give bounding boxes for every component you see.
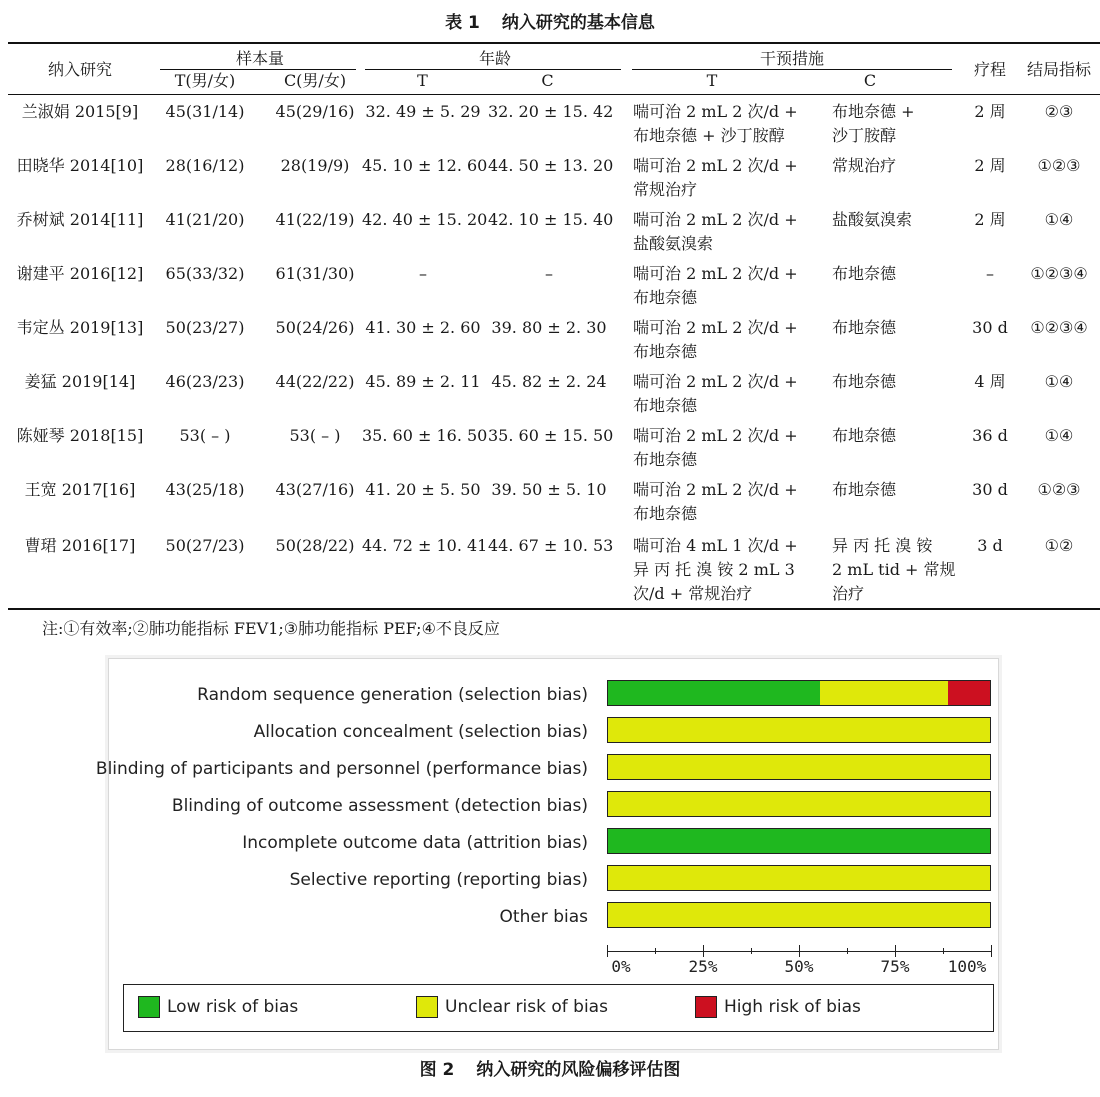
cell-int-c-line: 沙丁胺醇 (832, 126, 897, 145)
x-axis-tick (847, 948, 848, 954)
figure-caption-title: 纳入研究的风险偏移评估图 (476, 1060, 681, 1080)
cell-sample-t: 41(21/20) (165, 210, 245, 229)
cell-age-c: 35. 60 ± 15. 50 (488, 426, 614, 445)
category-label: Allocation concealment (selection bias) (253, 722, 588, 742)
cell-sample-t: 43(25/18) (165, 480, 245, 499)
cell-int-t-line: 喘可治 2 mL 2 次/d + (633, 480, 798, 499)
cell-study: 乔树斌 2014[11] (16, 210, 144, 229)
x-axis-tick (895, 945, 896, 957)
cell-outcome: ①② (1044, 536, 1074, 555)
x-tick-label: 25% (688, 957, 718, 976)
cell-sample-c: 45(29/16) (275, 102, 355, 121)
category-label: Incomplete outcome data (attrition bias) (242, 833, 588, 853)
cell-age-t: 45. 89 ± 2. 11 (365, 372, 481, 391)
cell-course: 30 d (972, 318, 1008, 337)
legend-swatch-low (138, 996, 160, 1018)
cell-int-t-line: 喘可治 2 mL 2 次/d + (633, 372, 798, 391)
x-tick-label: 75% (880, 957, 910, 976)
risk-of-bias-figure (95, 655, 1002, 1053)
cell-outcome: ①④ (1044, 210, 1074, 229)
cell-age-t: 41. 20 ± 5. 50 (365, 480, 481, 499)
cell-study: 姜猛 2019[14] (24, 372, 136, 391)
cell-study: 谢建平 2016[12] (16, 264, 144, 283)
bar-segment-high (948, 681, 990, 705)
cell-int-c-line: 布地奈德 (832, 480, 897, 499)
cell-int-c-line: 常规治疗 (832, 156, 897, 175)
legend-swatch-high (695, 996, 717, 1018)
cell-course: 2 周 (974, 210, 1006, 229)
stacked-bar (607, 865, 991, 891)
cell-age-t: 41. 30 ± 2. 60 (365, 318, 481, 337)
x-axis-tick (607, 945, 608, 957)
cell-int-c-line: 布地奈德 + (832, 102, 915, 121)
cell-sample-t: 45(31/14) (165, 102, 245, 121)
table-caption-number: 表 1 (445, 13, 480, 33)
cell-sample-t: 50(27/23) (165, 536, 245, 555)
category-label: Blinding of outcome assessment (detection bias) (171, 796, 588, 816)
cell-sample-t: 53( – ) (179, 426, 231, 445)
bar-segment-unclear (608, 755, 990, 779)
cell-age-c: 44. 67 ± 10. 53 (488, 536, 614, 555)
cell-int-t-line: 次/d + 常规治疗 (633, 584, 753, 603)
cell-outcome: ①②③④ (1030, 318, 1088, 337)
stacked-bar (607, 791, 991, 817)
x-axis-tick (703, 945, 704, 957)
cell-int-c-line: 布地奈德 (832, 318, 897, 337)
cell-course: 2 周 (974, 156, 1006, 175)
cell-sample-c: 28(19/9) (280, 156, 350, 175)
cell-age-c: 32. 20 ± 15. 42 (488, 102, 614, 121)
category-label: Blinding of participants and personnel (performance bias) (95, 759, 588, 779)
bar-segment-unclear (608, 903, 990, 927)
table-header-rule (8, 94, 1100, 95)
bar-segment-unclear (608, 718, 990, 742)
header-study: 纳入研究 (47, 60, 112, 79)
cell-age-c: 39. 80 ± 2. 30 (491, 318, 607, 337)
stacked-bar (607, 754, 991, 780)
cell-course: – (986, 264, 994, 283)
cell-int-c-line: 盐酸氨溴索 (832, 210, 913, 229)
category-label: Selective reporting (reporting bias) (289, 870, 588, 890)
legend-swatch-unclear (416, 996, 438, 1018)
cell-int-t-line: 喘可治 2 mL 2 次/d + (633, 318, 798, 337)
cell-int-c-line: 异 丙 托 溴 铵 (832, 536, 933, 555)
cell-outcome: ①④ (1044, 426, 1074, 445)
x-tick-label: 0% (611, 957, 631, 976)
cell-sample-c: 44(22/22) (275, 372, 355, 391)
x-tick-label: 50% (784, 957, 814, 976)
cell-sample-t: 50(23/27) (165, 318, 245, 337)
cell-course: 4 周 (974, 372, 1006, 391)
header-sample: 样本量 (235, 49, 284, 68)
cell-int-c-line: 布地奈德 (832, 372, 897, 391)
cell-age-t: 44. 72 ± 10. 41 (362, 536, 488, 555)
table-top-rule (8, 42, 1100, 44)
cell-int-t-line: 盐酸氨溴索 (633, 234, 714, 253)
header-age-c: C (541, 71, 554, 90)
header-course: 疗程 (973, 60, 1006, 79)
cell-int-t-line: 喘可治 2 mL 2 次/d + (633, 210, 798, 229)
x-axis-tick (751, 948, 752, 954)
cell-outcome: ①②③ (1037, 156, 1081, 175)
cell-int-t-line: 喘可治 2 mL 2 次/d + (633, 156, 798, 175)
header-intervention: 干预措施 (759, 49, 824, 68)
cell-age-t: – (419, 264, 427, 283)
legend-item-low (138, 996, 298, 1018)
bar-segment-unclear (608, 792, 990, 816)
cell-age-t: 35. 60 ± 16. 50 (362, 426, 488, 445)
cell-study: 韦定丛 2019[13] (16, 318, 144, 337)
x-axis-tick (655, 948, 656, 954)
table-footnote: 注:①有效率;②肺功能指标 FEV1;③肺功能指标 PEF;④不良反应 (42, 619, 500, 638)
cell-study: 曹珺 2016[17] (24, 536, 136, 555)
risk-of-bias-plot-area (95, 658, 999, 1050)
header-age-t: T (417, 71, 428, 90)
cell-int-t-line: 布地奈德 (633, 450, 698, 469)
header-age: 年龄 (478, 49, 511, 68)
header-int-t: T (706, 71, 718, 90)
cell-int-c-line: 2 mL tid + 常规 (832, 560, 956, 579)
cell-int-t-line: 喘可治 2 mL 2 次/d + (633, 264, 798, 283)
x-axis-tick (799, 945, 800, 957)
cell-int-c-line: 治疗 (832, 584, 865, 603)
cell-sample-t: 46(23/23) (165, 372, 245, 391)
cell-int-t-line: 布地奈德 (633, 396, 698, 415)
legend-label-low: Low risk of bias (167, 997, 299, 1017)
cell-int-t-line: 喘可治 2 mL 2 次/d + (633, 426, 798, 445)
header-sample-c: C(男/女) (283, 71, 347, 90)
legend-item-high (695, 996, 861, 1018)
cell-outcome: ①②③④ (1030, 264, 1088, 283)
stacked-bar (607, 680, 991, 706)
legend (123, 984, 994, 1032)
category-label: Other bias (499, 907, 588, 927)
cell-course: 30 d (972, 480, 1008, 499)
stacked-bar (607, 717, 991, 743)
cell-int-t-line: 喘可治 2 mL 2 次/d + (633, 102, 798, 121)
stacked-bar (607, 902, 991, 928)
bar-segment-unclear (820, 681, 947, 705)
table-caption (0, 8, 1100, 33)
figure-caption (0, 1055, 1100, 1080)
cell-int-t-line: 常规治疗 (633, 180, 698, 199)
header-outcome: 结局指标 (1026, 60, 1091, 79)
header-sample-t: T(男/女) (174, 71, 236, 90)
cell-sample-c: 61(31/30) (275, 264, 355, 283)
bar-segment-low (608, 829, 990, 853)
cell-age-t: 42. 40 ± 15. 20 (362, 210, 488, 229)
cell-study: 陈娅琴 2018[15] (16, 426, 144, 445)
cell-age-t: 32. 49 ± 5. 29 (365, 102, 481, 121)
cell-sample-c: 53( – ) (289, 426, 341, 445)
cell-course: 2 周 (974, 102, 1006, 121)
cell-int-t-line: 异 丙 托 溴 铵 2 mL 3 (633, 560, 795, 579)
cell-age-c: 42. 10 ± 15. 40 (488, 210, 614, 229)
legend-label-unclear: Unclear risk of bias (445, 997, 608, 1017)
cell-int-t-line: 布地奈德 (633, 342, 698, 361)
table-bottom-rule (8, 608, 1100, 610)
cell-outcome: ①②③ (1037, 480, 1081, 499)
legend-label-high: High risk of bias (724, 997, 861, 1017)
cell-outcome: ①④ (1044, 372, 1074, 391)
cell-age-t: 45. 10 ± 12. 60 (362, 156, 488, 175)
x-tick-label: 100% (947, 957, 987, 976)
cell-int-t-line: 布地奈德 (633, 288, 698, 307)
cell-sample-c: 50(24/26) (275, 318, 355, 337)
cell-age-c: 45. 82 ± 2. 24 (491, 372, 607, 391)
category-label: Random sequence generation (selection bias) (197, 685, 588, 705)
x-axis-tick (991, 945, 992, 957)
cell-int-c-line: 布地奈德 (832, 264, 897, 283)
cell-int-c-line: 布地奈德 (832, 426, 897, 445)
cell-age-c: 39. 50 ± 5. 10 (491, 480, 607, 499)
cell-course: 3 d (977, 536, 1003, 555)
cell-study: 田晓华 2014[10] (16, 156, 144, 175)
cell-int-t-line: 布地奈德 + 沙丁胺醇 (633, 126, 785, 145)
cell-sample-t: 28(16/12) (165, 156, 245, 175)
figure-caption-number: 图 2 (419, 1060, 455, 1080)
cell-sample-c: 41(22/19) (275, 210, 355, 229)
bar-segment-unclear (608, 866, 990, 890)
cell-sample-c: 50(28/22) (275, 536, 355, 555)
cell-int-t-line: 布地奈德 (633, 504, 698, 523)
legend-item-unclear (416, 996, 608, 1018)
x-axis-tick (943, 948, 944, 954)
cell-age-c: – (545, 264, 553, 283)
cell-age-c: 44. 50 ± 13. 20 (488, 156, 614, 175)
cell-study: 兰淑娟 2015[9] (21, 102, 139, 121)
cell-sample-t: 65(33/32) (165, 264, 245, 283)
cell-int-t-line: 喘可治 4 mL 1 次/d + (633, 536, 798, 555)
stacked-bar (607, 828, 991, 854)
table-caption-title: 纳入研究的基本信息 (501, 13, 655, 33)
cell-sample-c: 43(27/16) (275, 480, 355, 499)
cell-study: 王宽 2017[16] (24, 480, 136, 499)
cell-course: 36 d (972, 426, 1008, 445)
cell-outcome: ②③ (1044, 102, 1074, 121)
bar-segment-low (608, 681, 820, 705)
header-int-c: C (863, 71, 877, 90)
